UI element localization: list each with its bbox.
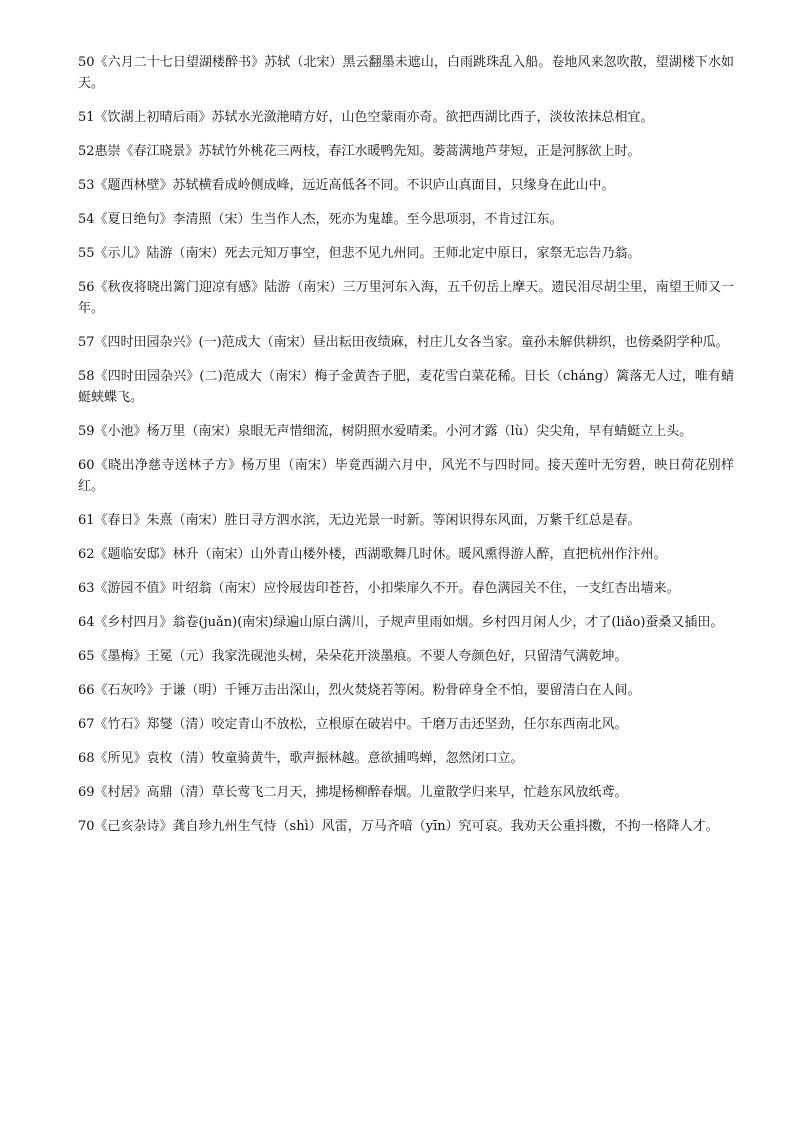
poem-entry-56: 56《秋夜将晓出篱门迎凉有感》陆游（南宋）三万里河东入海，五千仞岳上摩天。遗民泪尽胡尘里，南望王师又一年。 xyxy=(78,280,734,316)
poem-list xyxy=(78,52,734,850)
poem-entry-67: 67《竹石》郑燮（清）咬定青山不放松，立根原在破岩中。千磨万击还坚劲，任尔东西南北风。 xyxy=(78,717,628,732)
poem-entry-59: 59《小池》杨万里（南宋）泉眼无声惜细流，树阴照水爱晴柔。小河才露（lù）尖尖角，早有蜻蜓立上头。 xyxy=(78,424,693,439)
poem-entry-63: 63《游园不值》叶绍翁（南宋）应怜屐齿印苍苔，小扣柴扉久不开。春色满园关不住，一支红杏出墙来。 xyxy=(78,581,680,596)
poem-entry-51: 51《饮湖上初晴后雨》苏轼水光潋滟晴方好，山色空蒙雨亦奇。欲把西湖比西子，淡妆浓抹总相宜。 xyxy=(78,110,654,125)
poem-entry-60: 60《晓出净慈寺送林子方》杨万里（南宋）毕竟西湖六月中，风光不与四时同。接天莲叶无穷碧，映日荷花别样红。 xyxy=(78,458,734,494)
poem-entry-52: 52惠崇《春江晓景》苏轼竹外桃花三两枝，春江水暖鸭先知。蒌蒿满地芦芽短，正是河豚欲上时。 xyxy=(78,144,641,159)
poem-entry-53: 53《题西林壁》苏轼横看成岭侧成峰，远近高低各不同。不识庐山真面目，只缘身在此山中。 xyxy=(78,178,615,193)
poem-entry-50: 50《六月二十七日望湖楼醉书》苏轼（北宋）黑云翻墨未遮山，白雨跳珠乱入船。卷地风来忽吹散，望湖楼下水如天。 xyxy=(78,55,734,91)
poem-entry-65: 65《墨梅》王冕（元）我家洗砚池头树，朵朵花开淡墨痕。不要人夸颜色好，只留清气满乾坤。 xyxy=(78,649,628,664)
poem-entry-70: 70《己亥杂诗》龚自珍九州生气恃（shì）风雷，万马齐喑（yīn）究可哀。我劝天公重抖擞，不拘一格降人才。 xyxy=(78,819,719,834)
poem-entry-64: 64《乡村四月》翁卷(juǎn)(南宋)绿遍山原白满川，子规声里雨如烟。乡村四月闲人少，才了(liǎo)蚕桑又插田。 xyxy=(78,615,724,630)
poem-entry-57: 57《四时田园杂兴》(一)范成大（南宋）昼出耘田夜绩麻，村庄儿女各当家。童孙未解供耕织，也傍桑阴学种瓜。 xyxy=(78,335,729,350)
poem-entry-68: 68《所见》袁枚（清）牧童骑黄牛，歌声振林越。意欲捕鸣蝉，忽然闭口立。 xyxy=(78,751,524,766)
poem-entry-61: 61《春日》朱熹（南宋）胜日寻方泗水滨，无边光景一时新。等闲识得东风面，万紫千红总是春。 xyxy=(78,513,641,528)
poem-entry-55: 55《示儿》陆游（南宋）死去元知万事空，但悲不见九州同。王师北定中原日，家祭无忘告乃翁。 xyxy=(78,246,641,261)
poem-entry-66: 66《石灰吟》于谦（明）千锤万击出深山，烈火焚烧若等闲。粉骨碎身全不怕，要留清白在人间。 xyxy=(78,683,641,698)
poem-entry-58: 58《四时田园杂兴》(二)范成大（南宋）梅子金黄杏子肥，麦花雪白菜花稀。日长（cháng）篱落无人过，唯有蜻蜓蛱蝶飞。 xyxy=(78,369,734,405)
poem-entry-69: 69《村居》高鼎（清）草长莺飞二月天，拂堤杨柳醉春烟。儿童散学归来早，忙趁东风放纸鸢。 xyxy=(78,785,628,800)
poem-entry-54: 54《夏日绝句》李清照（宋）生当作人杰，死亦为鬼雄。至今思项羽，不肯过江东。 xyxy=(78,212,563,227)
poem-entry-62: 62《题临安邸》林升（南宋）山外青山楼外楼，西湖歌舞几时休。暖风熏得游人醉，直把杭州作汴州。 xyxy=(78,547,667,562)
